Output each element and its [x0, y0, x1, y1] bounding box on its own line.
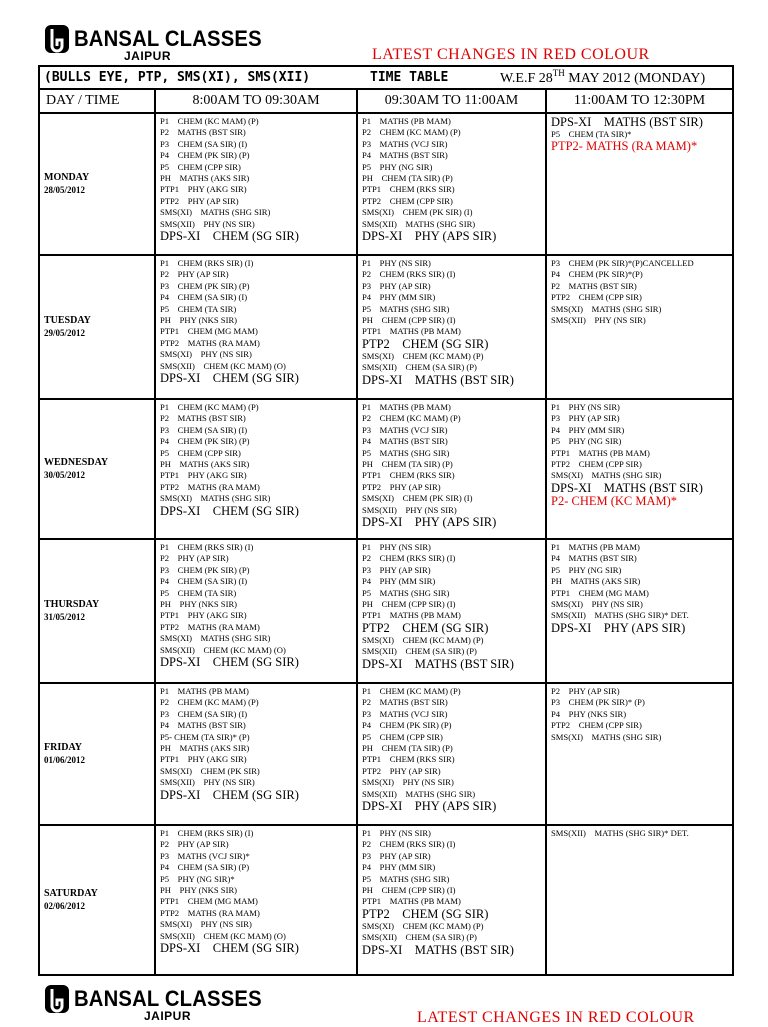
class-entry: DPS-XI PHY (APS SIR): [362, 516, 497, 530]
day-date: 29/05/2012: [44, 328, 86, 338]
class-entry: P5 MATHS (SHG SIR): [362, 447, 450, 458]
class-entry: PH CHEM (CPP SIR) (I): [362, 599, 456, 610]
class-entry: PTP2 CHEM (CPP SIR): [362, 195, 453, 206]
class-entry: SMS(XII) MATHS (SHG SIR)* DET.: [551, 610, 689, 621]
class-entry: P3 CHEM (SA SIR) (I): [160, 138, 248, 149]
class-entry: P4 MATHS (BST SIR): [362, 150, 448, 161]
batches-label: (BULLS EYE, PTP, SMS(XI), SMS(XII): [44, 70, 311, 85]
class-entry: P1 MATHS (PB MAM): [160, 686, 249, 696]
class-entry: PTP1 CHEM (RKS SIR): [362, 754, 455, 765]
class-entry: P4 CHEM (SA SIR) (P): [160, 862, 250, 873]
class-entry: P3 CHEM (SA SIR) (I): [160, 708, 248, 719]
brand-city: JAIPUR: [144, 1009, 192, 1023]
column-headers: [40, 90, 732, 114]
class-entry: SMS(XII) PHY (NS SIR): [551, 315, 646, 326]
class-entry: DPS-XI PHY (APS SIR): [551, 621, 686, 635]
class-entry: P1 CHEM (RKS SIR) (I): [160, 542, 254, 552]
class-entry: P1 CHEM (KC MAM) (P): [362, 686, 461, 696]
class-entry: P3 CHEM (SA SIR) (I): [160, 424, 248, 435]
class-entry: P2 CHEM (KC MAM) (P): [362, 413, 461, 424]
class-entry: PH CHEM (CPP SIR) (I): [362, 885, 456, 896]
day-name: THURSDAY: [44, 599, 100, 610]
class-entry: P5 CHEM (CPP SIR): [160, 447, 241, 458]
class-entry: P4 PHY (MM SIR): [551, 424, 625, 435]
class-entry: PTP2 MATHS (RA MAM): [160, 337, 260, 348]
class-entry: P2 CHEM (KC MAM) (P): [160, 697, 259, 708]
class-entry: P3 PHY (AP SIR): [551, 413, 620, 424]
slot-cell: [156, 826, 358, 974]
class-entry: PTP1 MATHS (PB MAM): [362, 610, 461, 621]
class-entry: PTP2 PHY (AP SIR): [160, 195, 239, 206]
class-entry: PH MATHS (AKS SIR): [551, 576, 641, 587]
class-entry: P2 MATHS (BST SIR): [160, 127, 246, 138]
class-entry: P3 MATHS (VCJ SIR): [362, 424, 448, 435]
class-entry: SMS(XII) CHEM (SA SIR) (P): [362, 646, 477, 657]
class-entry: P4 MATHS (BST SIR): [551, 553, 637, 564]
class-entry: DPS-XI CHEM (SG SIR): [160, 788, 299, 802]
class-entry: SMS(XI) PHY (NS SIR): [160, 919, 252, 930]
class-entry: P3 MATHS (VCJ SIR): [362, 138, 448, 149]
day-row: [40, 114, 732, 256]
class-entry: P1 MATHS (PB MAM): [362, 402, 451, 412]
class-entry: P5 PHY (NG SIR): [551, 564, 622, 575]
class-entry: PTP1 CHEM (MG MAM): [160, 326, 258, 337]
slot-cell: [547, 114, 732, 254]
class-entry: P4 CHEM (SA SIR) (I): [160, 292, 248, 303]
class-entry: P2 PHY (AP SIR): [160, 839, 229, 850]
day-name: MONDAY: [44, 172, 90, 183]
class-entry: SMS(XII) MATHS (SHG SIR): [362, 788, 476, 799]
class-entry: PTP2 PHY (AP SIR): [362, 481, 441, 492]
latest-changes-notice: LATEST CHANGES IN RED COLOUR: [417, 1009, 695, 1026]
day-cell: [40, 540, 156, 682]
day-name: FRIDAY: [44, 742, 82, 753]
day-date: 30/05/2012: [44, 470, 86, 480]
class-entry: SMS(XI) CHEM (PK SIR) (I): [362, 493, 473, 504]
class-entry: DPS-XI CHEM (SG SIR): [160, 656, 299, 670]
class-entry: P3 CHEM (PK SIR)*(P)CANCELLED: [551, 258, 694, 268]
class-entry: P3 PHY (AP SIR): [362, 280, 431, 291]
class-entry: P5 CHEM (TA SIR)*: [551, 129, 632, 139]
brand-name: BANSAL CLASSES: [74, 26, 262, 51]
slot-cell: [156, 400, 358, 538]
class-entry: PTP1 MATHS (PB MAM): [362, 326, 461, 337]
class-entry: DPS-XI MATHS (BST SIR): [551, 481, 703, 495]
class-entry: P4 PHY (MM SIR): [362, 292, 436, 303]
class-entry: P1 CHEM (KC MAM) (P): [160, 402, 259, 412]
class-entry: P2- CHEM (KC MAM)*: [551, 494, 678, 508]
slot-cell: [547, 256, 732, 398]
class-entry: PTP1 PHY (AKG SIR): [160, 610, 247, 621]
class-entry: P1 PHY (NS SIR): [362, 828, 431, 838]
class-entry: SMS(XI) MATHS (SHG SIR): [551, 470, 662, 481]
day-cell: [40, 826, 156, 974]
class-entry: P1 CHEM (RKS SIR) (I): [160, 258, 254, 268]
class-entry: PH MATHS (AKS SIR): [160, 173, 250, 184]
class-entry: SMS(XII) PHY (NS SIR): [160, 777, 255, 788]
class-entry: P5- CHEM (TA SIR)* (P): [160, 731, 250, 742]
slot-cell: [358, 826, 547, 974]
class-entry: P5 MATHS (SHG SIR): [362, 303, 450, 314]
class-entry: DPS-XI PHY (APS SIR): [362, 800, 497, 814]
class-entry: PH CHEM (CPP SIR) (I): [362, 315, 456, 326]
class-entry: DPS-XI MATHS (BST SIR): [362, 943, 514, 957]
class-entry: PTP1 MATHS (PB MAM): [362, 896, 461, 907]
day-cell: [40, 684, 156, 824]
class-entry: DPS-XI MATHS (BST SIR): [362, 657, 514, 671]
day-row: [40, 826, 732, 974]
class-entry: PH CHEM (TA SIR) (P): [362, 743, 453, 754]
class-entry: SMS(XII) PHY (NS SIR): [362, 504, 457, 515]
class-entry: PTP1 PHY (AKG SIR): [160, 754, 247, 765]
class-entry: P3 CHEM (PK SIR) (P): [160, 280, 250, 291]
class-entry: PTP2 CHEM (CPP SIR): [551, 459, 642, 470]
class-entry: PH MATHS (AKS SIR): [160, 743, 250, 754]
class-entry: P2 MATHS (BST SIR): [551, 280, 637, 291]
class-entry: P4 CHEM (PK SIR) (P): [362, 720, 452, 731]
class-entry: P2 CHEM (RKS SIR) (I): [362, 553, 456, 564]
class-entry: PH CHEM (TA SIR) (P): [362, 173, 453, 184]
class-entry: P1 PHY (NS SIR): [551, 402, 620, 412]
day-date: 28/05/2012: [44, 185, 86, 195]
class-entry: P4 PHY (MM SIR): [362, 862, 436, 873]
class-entry: DPS-XI CHEM (SG SIR): [160, 942, 299, 956]
col-slot-3: 11:00AM TO 12:30PM: [573, 93, 706, 108]
slot-cell: [547, 540, 732, 682]
class-entry: PTP2 MATHS (RA MAM): [160, 621, 260, 632]
effective-date: W.E.F 28TH MAY 2012 (MONDAY): [500, 68, 706, 86]
slot-cell: [156, 540, 358, 682]
class-entry: P2 CHEM (KC MAM) (P): [362, 127, 461, 138]
class-entry: PH PHY (NKS SIR): [160, 885, 238, 896]
class-entry: P2 CHEM (RKS SIR) (I): [362, 269, 456, 280]
class-entry: DPS-XI PHY (APS SIR): [362, 230, 497, 244]
class-entry: PH PHY (NKS SIR): [160, 599, 238, 610]
slot-cell: [358, 114, 547, 254]
day-date: 01/06/2012: [44, 755, 86, 765]
col-slot-2: 09:30AM TO 11:00AM: [358, 90, 547, 112]
class-entry: DPS-XI CHEM (SG SIR): [160, 230, 299, 244]
class-entry: P1 CHEM (KC MAM) (P): [160, 116, 259, 126]
class-entry: P2 PHY (AP SIR): [160, 553, 229, 564]
class-entry: P3 PHY (AP SIR): [362, 564, 431, 575]
class-entry: PTP2 CHEM (SG SIR): [362, 621, 489, 635]
slot-cell: [358, 540, 547, 682]
logo-top: [44, 24, 278, 63]
class-entry: PTP1 CHEM (RKS SIR): [362, 184, 455, 195]
class-entry: SMS(XI) CHEM (KC MAM) (P): [362, 634, 484, 645]
logo-bottom: [44, 984, 278, 1023]
class-entry: P5 CHEM (TA SIR): [160, 303, 237, 314]
bansal-logo-icon: [44, 984, 70, 1014]
class-entry: PTP2 PHY (AP SIR): [362, 765, 441, 776]
class-entry: SMS(XI) MATHS (SHG SIR): [160, 493, 271, 504]
class-entry: P5 CHEM (CPP SIR): [362, 731, 443, 742]
day-row: [40, 684, 732, 826]
slot-cell: [547, 826, 732, 974]
class-entry: PTP2 CHEM (SG SIR): [362, 907, 489, 921]
brand-name: BANSAL CLASSES: [74, 986, 262, 1011]
day-date: 31/05/2012: [44, 612, 86, 622]
slot-cell: [358, 684, 547, 824]
class-entry: PTP1 CHEM (MG MAM): [551, 587, 649, 598]
day-rows: [40, 114, 732, 974]
class-entry: P1 PHY (NS SIR): [362, 542, 431, 552]
class-entry: PTP2 CHEM (CPP SIR): [551, 292, 642, 303]
class-entry: P2 MATHS (BST SIR): [160, 413, 246, 424]
class-entry: P2 PHY (AP SIR): [160, 269, 229, 280]
class-entry: DPS-XI MATHS (BST SIR): [551, 116, 703, 129]
day-cell: [40, 256, 156, 398]
class-entry: P3 PHY (AP SIR): [362, 850, 431, 861]
day-name: TUESDAY: [44, 315, 91, 326]
class-entry: SMS(XII) CHEM (KC MAM) (O): [160, 360, 286, 371]
brand-city: JAIPUR: [124, 49, 172, 63]
timetable: [38, 65, 734, 976]
class-entry: PTP1 PHY (AKG SIR): [160, 184, 247, 195]
class-entry: P2 CHEM (RKS SIR) (I): [362, 839, 456, 850]
day-name: WEDNESDAY: [44, 457, 109, 468]
day-cell: [40, 114, 156, 254]
class-entry: P4 PHY (MM SIR): [362, 576, 436, 587]
slot-cell: [156, 256, 358, 398]
timetable-header: [40, 67, 732, 90]
slot-cell: [156, 684, 358, 824]
class-entry: PH PHY (NKS SIR): [160, 315, 238, 326]
class-entry: SMS(XI) PHY (NS SIR): [362, 777, 454, 788]
class-entry: P4 CHEM (SA SIR) (I): [160, 576, 248, 587]
class-entry: DPS-XI MATHS (BST SIR): [362, 373, 514, 387]
class-entry: P1 MATHS (PB MAM): [551, 542, 640, 552]
class-entry: SMS(XII) MATHS (SHG SIR)* DET.: [551, 828, 689, 838]
class-entry: SMS(XI) MATHS (SHG SIR): [551, 303, 662, 314]
class-entry: P1 MATHS (PB MAM): [362, 116, 451, 126]
class-entry: P4 CHEM (PK SIR) (P): [160, 150, 250, 161]
class-entry: P5 CHEM (CPP SIR): [160, 161, 241, 172]
class-entry: DPS-XI CHEM (SG SIR): [160, 372, 299, 386]
class-entry: P5 MATHS (SHG SIR): [362, 873, 450, 884]
class-entry: PH CHEM (TA SIR) (P): [362, 459, 453, 470]
class-entry: P4 CHEM (PK SIR)*(P): [551, 269, 643, 280]
class-entry: SMS(XII) CHEM (SA SIR) (P): [362, 362, 477, 373]
slot-cell: [358, 400, 547, 538]
col-day-time: DAY / TIME: [40, 90, 156, 112]
day-row: [40, 540, 732, 684]
class-entry: PTP1 CHEM (MG MAM): [160, 896, 258, 907]
class-entry: SMS(XII) PHY (NS SIR): [160, 218, 255, 229]
class-entry: P5 PHY (NG SIR)*: [160, 873, 235, 884]
class-entry: P5 PHY (NG SIR): [362, 161, 433, 172]
latest-changes-notice: LATEST CHANGES IN RED COLOUR: [372, 46, 650, 63]
class-entry: P1 CHEM (RKS SIR) (I): [160, 828, 254, 838]
class-entry: PTP2 MATHS (RA MAM): [160, 907, 260, 918]
day-cell: [40, 400, 156, 538]
slot-cell: [547, 684, 732, 824]
class-entry: SMS(XI) CHEM (PK SIR): [160, 765, 260, 776]
class-entry: P5 MATHS (SHG SIR): [362, 587, 450, 598]
class-entry: P4 MATHS (BST SIR): [160, 720, 246, 731]
day-date: 02/06/2012: [44, 901, 86, 911]
class-entry: SMS(XI) CHEM (PK SIR) (I): [362, 207, 473, 218]
class-entry: PTP1 CHEM (RKS SIR): [362, 470, 455, 481]
class-entry: SMS(XI) CHEM (KC MAM) (P): [362, 350, 484, 361]
timetable-title: TIME TABLE: [370, 70, 449, 85]
class-entry: P4 CHEM (PK SIR) (P): [160, 436, 250, 447]
class-entry: PTP1 PHY (AKG SIR): [160, 470, 247, 481]
class-entry: DPS-XI CHEM (SG SIR): [160, 504, 299, 518]
class-entry: SMS(XII) MATHS (SHG SIR): [362, 218, 476, 229]
class-entry: SMS(XII) CHEM (SA SIR) (P): [362, 932, 477, 943]
class-entry: P3 MATHS (VCJ SIR)*: [160, 850, 250, 861]
class-entry: SMS(XI) MATHS (SHG SIR): [551, 731, 662, 742]
class-entry: P3 CHEM (PK SIR)* (P): [551, 697, 645, 708]
class-entry: SMS(XI) CHEM (KC MAM) (P): [362, 920, 484, 931]
class-entry: P3 CHEM (PK SIR) (P): [160, 564, 250, 575]
class-entry: P5 CHEM (TA SIR): [160, 587, 237, 598]
class-entry: SMS(XI) PHY (NS SIR): [551, 599, 643, 610]
class-entry: P3 MATHS (VCJ SIR): [362, 708, 448, 719]
class-entry: PH MATHS (AKS SIR): [160, 459, 250, 470]
class-entry: PTP2- MATHS (RA MAM)*: [551, 140, 698, 154]
class-entry: SMS(XI) MATHS (SHG SIR): [160, 207, 271, 218]
day-name: SATURDAY: [44, 888, 98, 899]
class-entry: P4 PHY (NKS SIR): [551, 708, 627, 719]
bansal-logo-icon: [44, 24, 70, 54]
class-entry: P4 MATHS (BST SIR): [362, 436, 448, 447]
class-entry: P5 PHY (NG SIR): [551, 436, 622, 447]
class-entry: P2 MATHS (BST SIR): [362, 697, 448, 708]
class-entry: SMS(XII) CHEM (KC MAM) (O): [160, 644, 286, 655]
class-entry: P2 PHY (AP SIR): [551, 686, 620, 696]
class-entry: P1 PHY (NS SIR): [362, 258, 431, 268]
slot-cell: [547, 400, 732, 538]
day-row: [40, 256, 732, 400]
slot-cell: [358, 256, 547, 398]
class-entry: SMS(XI) MATHS (SHG SIR): [160, 633, 271, 644]
col-slot-1: 8:00AM TO 09:30AM: [156, 90, 358, 112]
class-entry: PTP2 CHEM (SG SIR): [362, 337, 489, 351]
class-entry: PTP1 MATHS (PB MAM): [551, 447, 650, 458]
day-row: [40, 400, 732, 540]
slot-cell: [156, 114, 358, 254]
class-entry: PTP2 MATHS (RA MAM): [160, 481, 260, 492]
class-entry: SMS(XI) PHY (NS SIR): [160, 349, 252, 360]
class-entry: PTP2 CHEM (CPP SIR): [551, 720, 642, 731]
class-entry: SMS(XII) CHEM (KC MAM) (O): [160, 930, 286, 941]
